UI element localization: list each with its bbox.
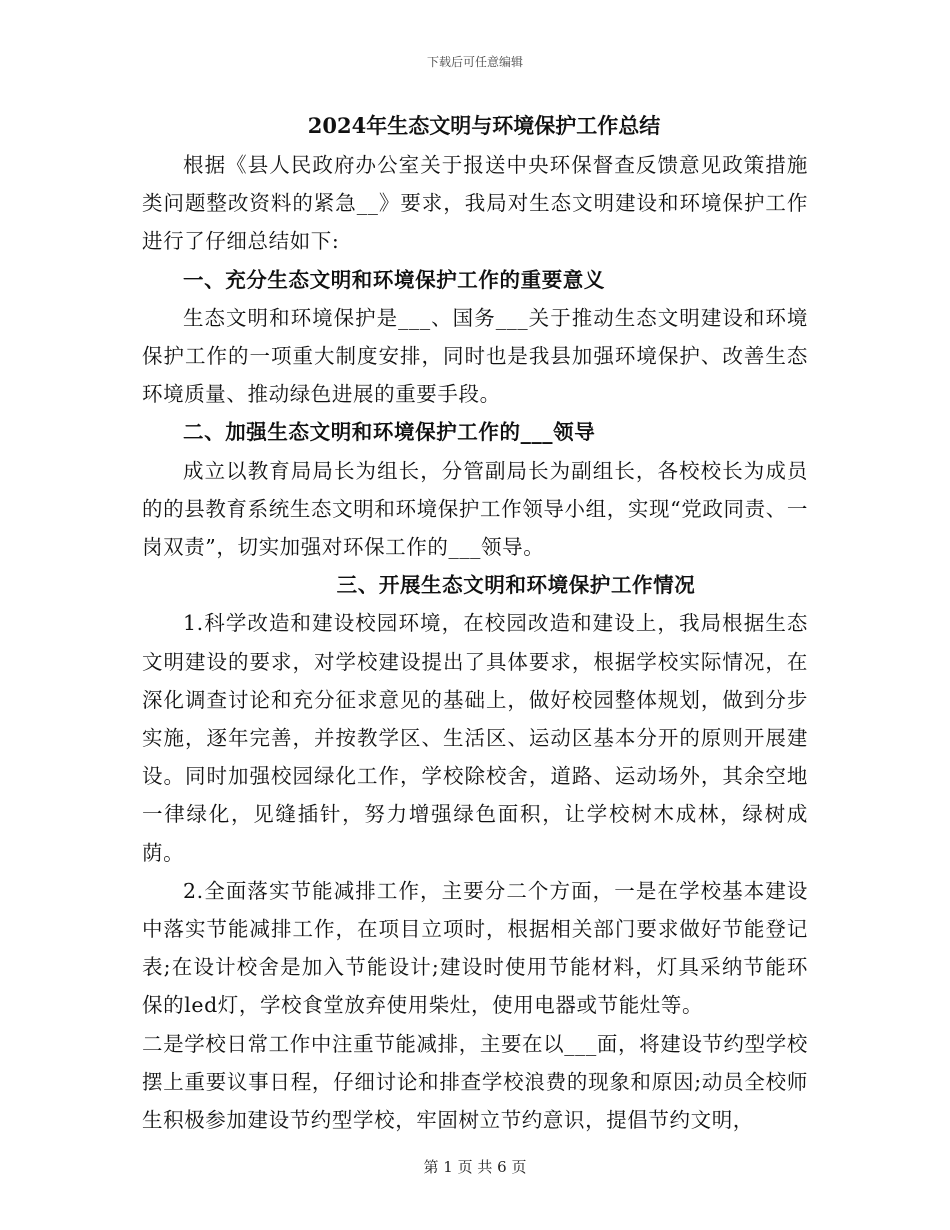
page-footer: 第 1 页 共 6 页 [423, 1158, 527, 1176]
section-3-item-1: 1.科学改造和建设校园环境，在校园改造和建设上，我局根据生态文明建设的要求，对学校建设提出了具体要求，根据学校实际情况，在深化调查讨论和充分征求意见的基础上，做好校园整体规划，做到分步实施，逐年完善，并按教学区、生活区、运动区基本分开的原则开展建设。同时加强校园绿化工作，学校除校舍，道路、运动场外，其余空地一律绿化，见缝插针，努力增强绿色面积，让学校树木成林，绿树成荫。 [142, 611, 808, 865]
section-2-heading: 二、加强生态文明和环境保护工作的___领导 [183, 420, 596, 445]
section-2-paragraph: 成立以教育局局长为组长，分管副局长为副组长，各校校长为成员的的县教育系统生态文明和环境保护工作领导小组，实现“党政同责、一岗双责”，切实加强对环保工作的___领导。 [142, 458, 808, 560]
document-title: 2024年生态文明与环境保护工作总结 [307, 113, 661, 138]
section-1-paragraph: 生态文明和环境保护是___、国务___关于推动生态文明建设和环境保护工作的一项重大制度安排，同时也是我县加强环境保护、改善生态环境质量、推动绿色进展的重要手段。 [142, 305, 808, 407]
document-body [142, 106, 808, 1139]
header-note: 下载后可任意编辑 [426, 55, 523, 69]
section-3-heading: 三、开展生态文明和环境保护工作情况 [336, 573, 696, 598]
section-3-item-2-continued: 二是学校日常工作中注重节能减排，主要在以___面，将建设节约型学校摆上重要议事日程，仔细讨论和排查学校浪费的现象和原因;动员全校师生积极参加建设节约型学校，牢固树立节约意识，提倡节约文明， [142, 1031, 808, 1133]
intro-paragraph: 根据《县人民政府办公室关于报送中央环保督查反馈意见政策措施类问题整改资料的紧急__》要求，我局对生态文明建设和环境保护工作进行了仔细总结如下: [142, 153, 808, 254]
section-3-item-2: 2.全面落实节能减排工作，主要分二个方面，一是在学校基本建设中落实节能减排工作，在项目立项时，根据相关部门要求做好节能登记表;在设计校舍是加入节能设计;建设时使用节能材料，灯具采纳节能环保的led灯，学校食堂放弃使用柴灶，使用电器或节能灶等。 [142, 878, 808, 1018]
section-1-heading: 一、充分生态文明和环境保护工作的重要意义 [183, 267, 605, 292]
